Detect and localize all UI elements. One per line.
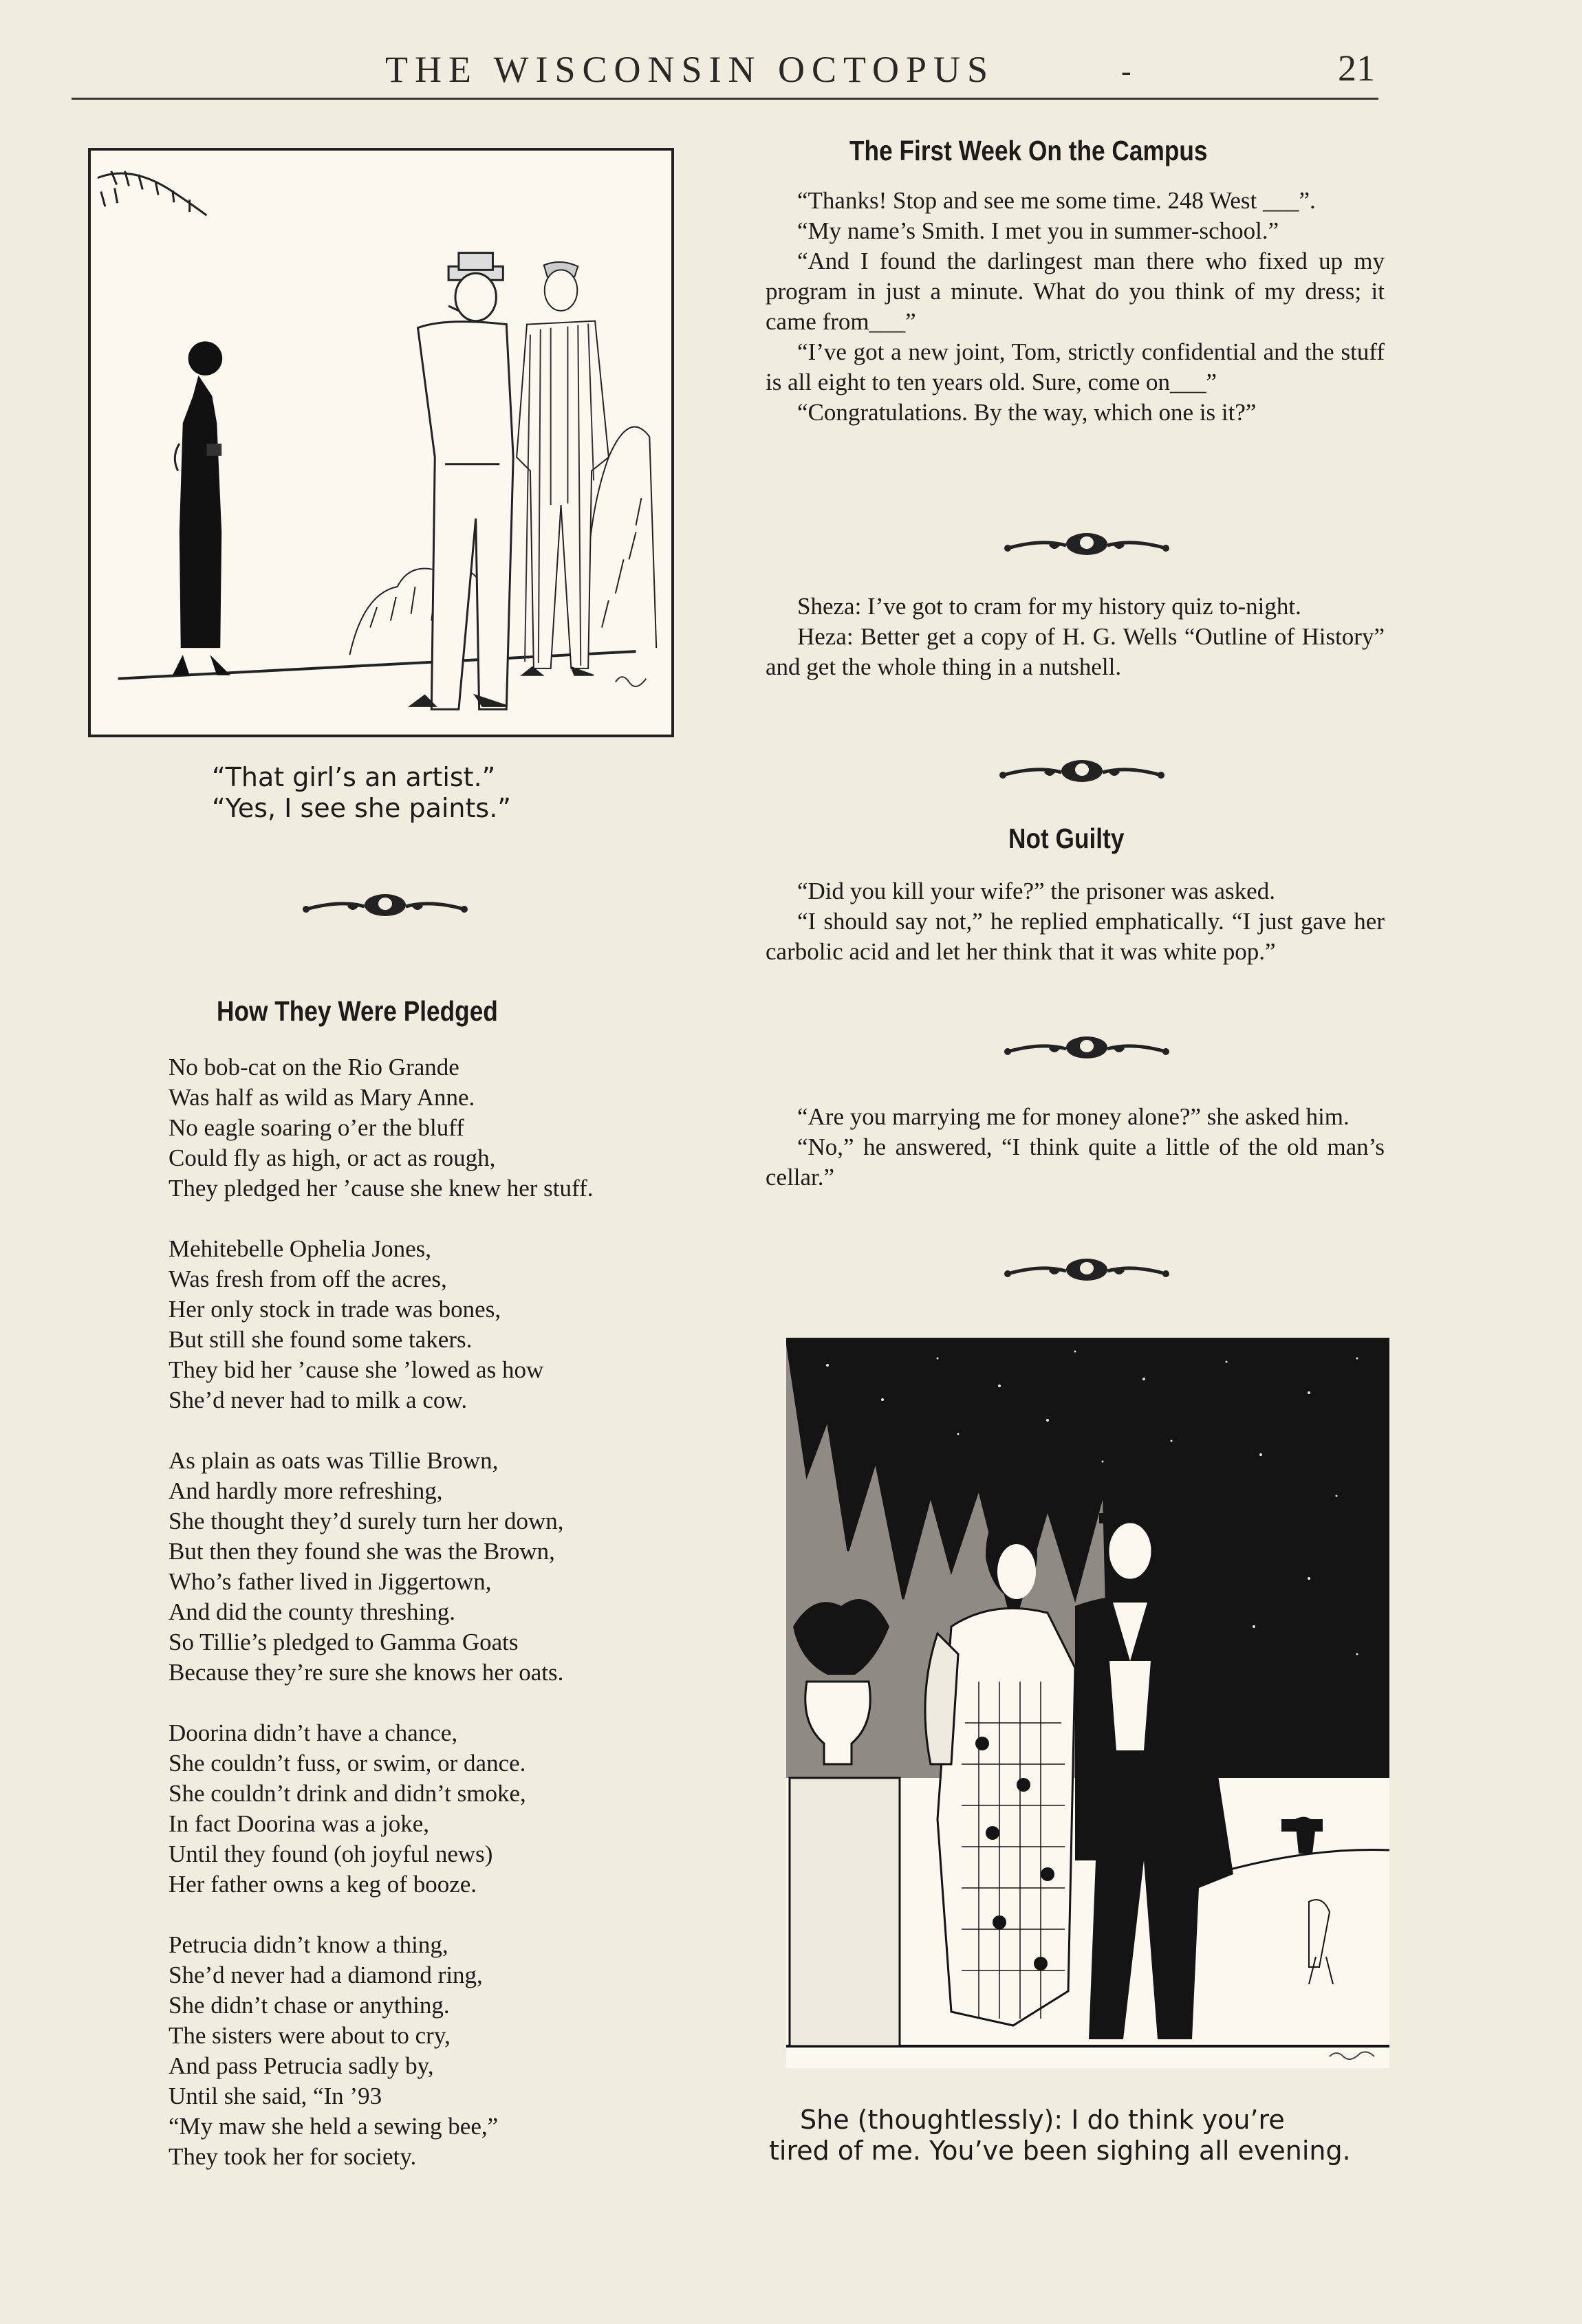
- paragraph: “My name’s Smith. I met you in summer-school.”: [797, 217, 1279, 244]
- poem-line: And hardly more refreshing,: [169, 1477, 443, 1504]
- poem-line: Doorina didn’t have a chance,: [169, 1719, 458, 1746]
- poem-line: She’d never had to milk a cow.: [169, 1387, 468, 1413]
- poem-line: Her only stock in trade was bones,: [169, 1296, 501, 1323]
- cartoon-artist-caption: [212, 762, 511, 824]
- paragraph: “No,” he answered, “I think quite a little of the old man’s cellar.”: [766, 1133, 1385, 1191]
- ornament-divider-3: [996, 753, 1168, 788]
- poem-line: But still she found some takers.: [169, 1326, 473, 1353]
- poem-line: As plain as oats was Tillie Brown,: [169, 1447, 499, 1474]
- man-suit-figure: [517, 262, 609, 675]
- poem-line: So Tillie’s pledged to Gamma Goats: [169, 1629, 519, 1655]
- poem-line: “My maw she held a sewing bee,”: [169, 2113, 499, 2140]
- paragraph: “Did you kill your wife?” the prisoner was asked.: [797, 878, 1275, 904]
- ornament-divider-2: [1001, 526, 1173, 561]
- paragraph: “I’ve got a new joint, Tom, strictly confidential and the stuff is all eight to ten years old. Sure, come on___”: [766, 338, 1385, 395]
- pledged-title: How They Were Pledged: [217, 995, 498, 1027]
- poem-line: But then they found she was the Brown,: [169, 1538, 555, 1565]
- paragraph: “Thanks! Stop and see me some time. 248 West ___”.: [797, 187, 1316, 214]
- paragraph: Heza: Better get a copy of H. G. Wells “Outline of History” and get the whole thing in a nutshell.: [766, 623, 1385, 680]
- poem-line: Because they’re sure she knows her oats.: [169, 1659, 564, 1686]
- poem-stanza: [169, 1718, 691, 1900]
- money-joke-body: [766, 1102, 1385, 1193]
- first-week-title: The First Week On the Campus: [849, 135, 1208, 166]
- poem-line: Was fresh from off the acres,: [169, 1266, 447, 1292]
- poem-line: Until they found (oh joyful news): [169, 1840, 493, 1867]
- poem-line: Who’s father lived in Jiggertown,: [169, 1568, 492, 1595]
- sheza-heza-joke: [766, 591, 1385, 682]
- poem-stanza: [169, 1930, 691, 2172]
- woman-figure: [173, 341, 230, 675]
- poem-line: And pass Petrucia sadly by,: [169, 2052, 434, 2079]
- paragraph: “And I found the darlingest man there who fixed up my program in just a minute. What do you think of my dress; it came from___”: [766, 248, 1385, 335]
- man-back-figure: [411, 253, 514, 710]
- poem-stanza: [169, 1052, 691, 1204]
- cartoon-couple-illustration: [786, 1338, 1389, 2068]
- poem-line: She thought they’d surely turn her down,: [169, 1508, 564, 1534]
- caption-line: tired of me. You’ve been sighing all evening.: [769, 2136, 1351, 2166]
- ornament-divider-1: [299, 887, 471, 922]
- poem-line: The sisters were about to cry,: [169, 2022, 451, 2049]
- not-guilty-body: [766, 876, 1385, 967]
- page-number: 21: [1338, 47, 1375, 89]
- header-separator: -: [1121, 54, 1131, 88]
- poem-line: She couldn’t fuss, or swim, or dance.: [169, 1750, 526, 1777]
- caption-line: She (thoughtlessly): I do think you’re: [800, 2105, 1285, 2135]
- header-rule: [72, 98, 1378, 100]
- poem-line: They pledged her ’cause she knew her stuff.: [169, 1175, 594, 1202]
- poem-line: She’d never had a diamond ring,: [169, 1962, 483, 1988]
- first-week-body: [766, 186, 1385, 428]
- poem-line: They bid her ’cause she ’lowed as how: [169, 1356, 544, 1383]
- paragraph: Sheza: I’ve got to cram for my history quiz to-night.: [797, 593, 1301, 620]
- pledged-poem: [169, 1052, 691, 2172]
- ornament-divider-5: [1001, 1252, 1173, 1286]
- caption-line: “Yes, I see she paints.”: [212, 793, 511, 823]
- paragraph: “I should say not,” he replied emphatically. “I just gave her carbolic acid and let her think that it was white pop.”: [766, 908, 1385, 965]
- poem-line: Her father owns a keg of booze.: [169, 1871, 477, 1898]
- not-guilty-title: Not Guilty: [1008, 823, 1125, 854]
- running-head: THE WISCONSIN OCTOPUS: [385, 49, 995, 90]
- poem-line: No eagle soaring o’er the bluff: [169, 1114, 464, 1141]
- poem-line: Until she said, “In ’93: [169, 2083, 382, 2109]
- poem-line: And did the county threshing.: [169, 1598, 456, 1625]
- poem-line: No bob-cat on the Rio Grande: [169, 1054, 459, 1080]
- caption-line: “That girl’s an artist.”: [212, 762, 496, 792]
- cartoon-couple-caption: [769, 2105, 1351, 2166]
- ornament-divider-4: [1001, 1030, 1173, 1064]
- poem-line: Mehitebelle Ophelia Jones,: [169, 1235, 431, 1262]
- poem-line: She couldn’t drink and didn’t smoke,: [169, 1780, 526, 1807]
- poem-line: Could fly as high, or act as rough,: [169, 1144, 496, 1171]
- poem-line: They took her for society.: [169, 2143, 417, 2170]
- poem-stanza: [169, 1446, 691, 1688]
- poem-line: Petrucia didn’t know a thing,: [169, 1931, 448, 1958]
- poem-line: In fact Doorina was a joke,: [169, 1810, 430, 1837]
- poem-line: Was half as wild as Mary Anne.: [169, 1084, 475, 1111]
- cartoon-artist-illustration: [88, 148, 674, 737]
- paragraph: “Congratulations. By the way, which one is it?”: [797, 399, 1257, 426]
- poem-line: She didn’t chase or anything.: [169, 1992, 450, 2019]
- poem-stanza: [169, 1234, 691, 1415]
- paragraph: “Are you marrying me for money alone?” she asked him.: [797, 1103, 1350, 1130]
